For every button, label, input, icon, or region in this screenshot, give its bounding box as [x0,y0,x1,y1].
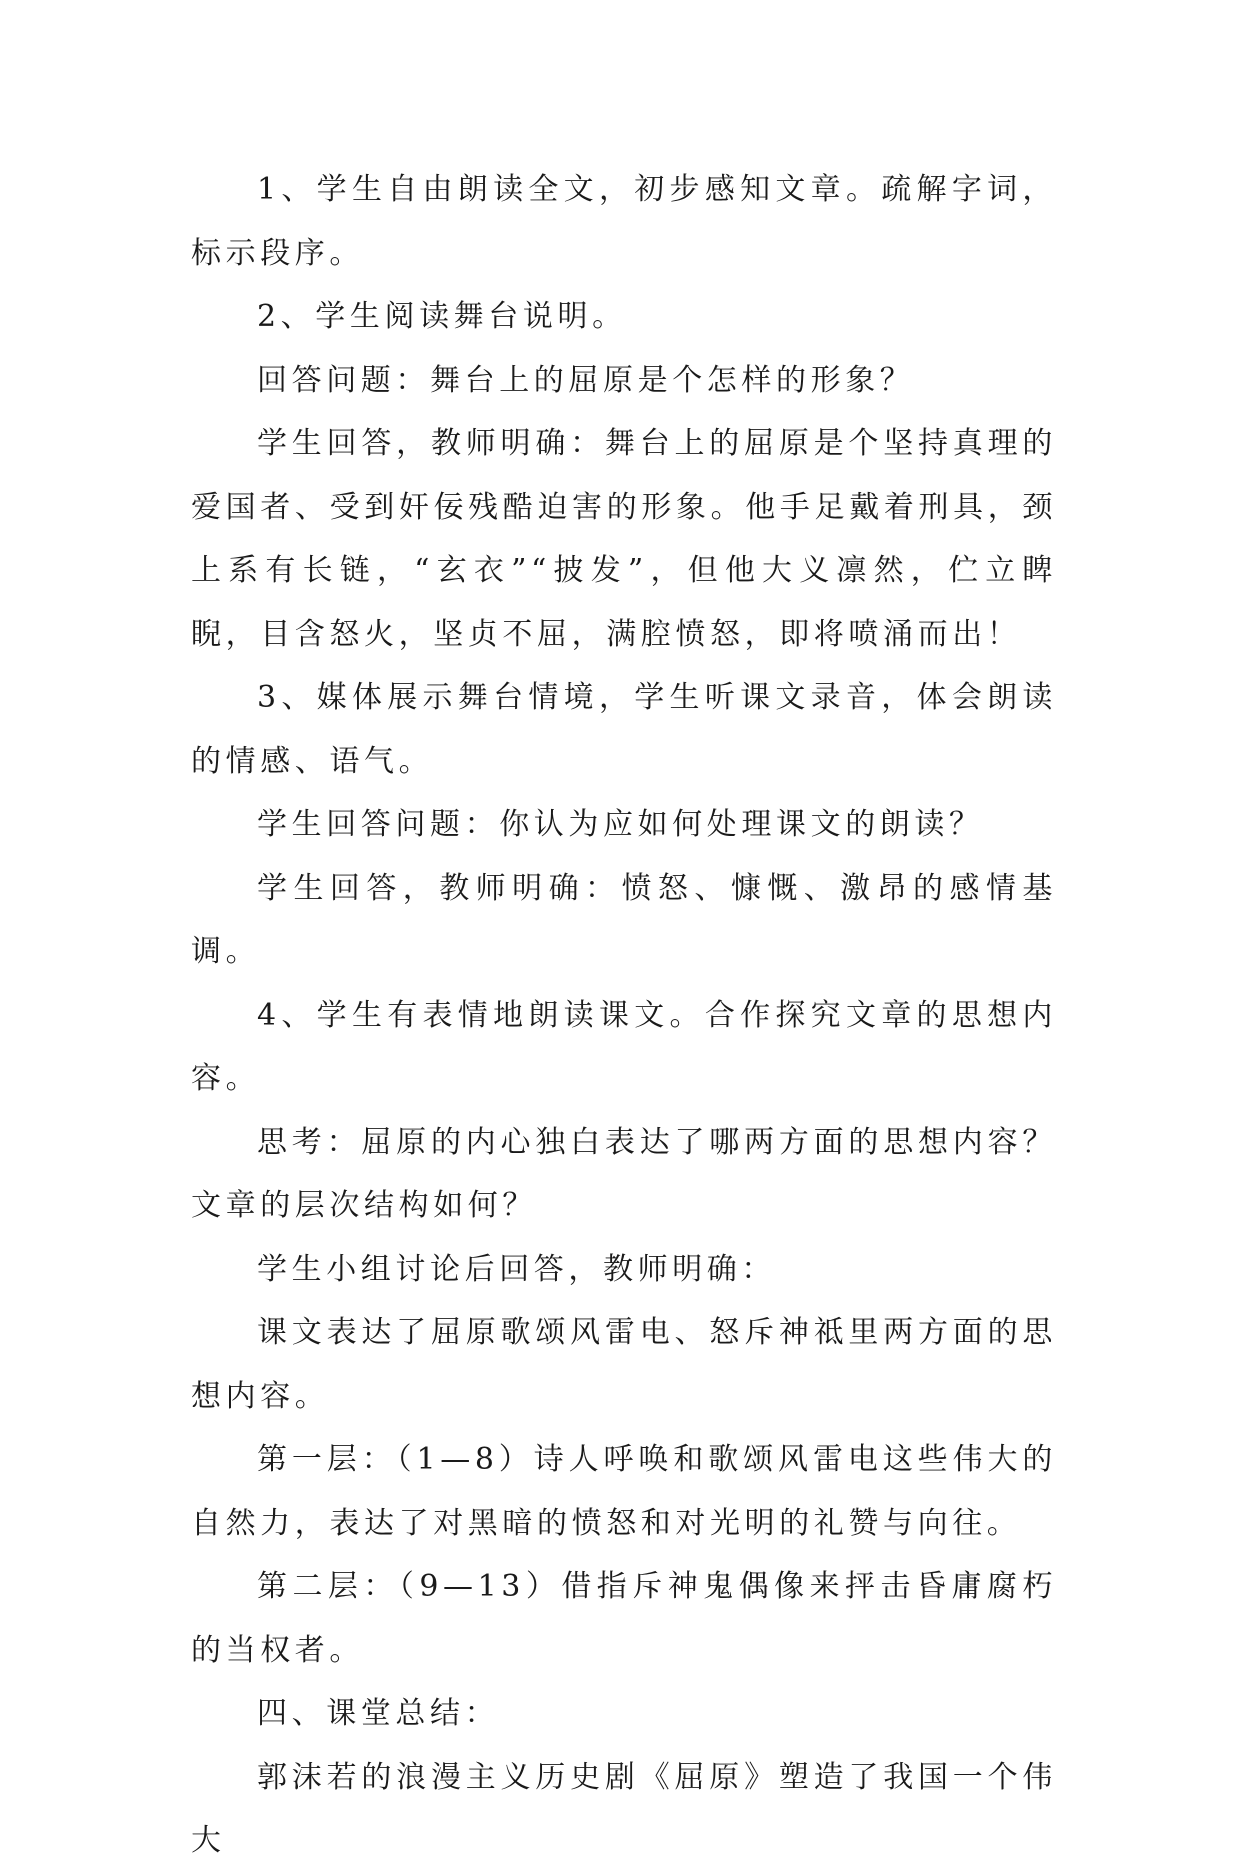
paragraph-content-summary: 课文表达了屈原歌颂风雷电、怒斥神祗里两方面的思想内容。 [191,1315,1057,1414]
paragraph-question-2: 学生回答问题：你认为应如何处理课文的朗读？ [257,807,984,842]
paragraph-step-2: 2、学生阅读舞台说明。 [257,299,627,334]
paragraph-layer-2: 第二层：（9—13）借指斥神鬼偶像来抨击昏庸腐朽的当权者。 [191,1569,1057,1668]
paragraph-step-3: 3、媒体展示舞台情境，学生听课文录音，体会朗读的情感、语气。 [191,680,1057,779]
paragraph-layer-1: 第一层：（1—8）诗人呼唤和歌颂风雷电这些伟大的自然力，表达了对黑暗的愤怒和对光明的礼赞与向往。 [191,1442,1057,1541]
paragraph-answer-2: 学生回答，教师明确：愤怒、慷慨、激昂的感情基调。 [191,870,1057,969]
paragraph-question-1: 回答问题：舞台上的屈原是个怎样的形象？ [257,362,915,398]
document-body [191,158,1057,1873]
paragraph-step-1: 1、学生自由朗读全文，初步感知文章。疏解字词，标示段序。 [191,172,1057,271]
paragraph-answer-1: 学生回答，教师明确：舞台上的屈原是个坚持真理的爱国者、受到奸佞残酷迫害的形象。他手足戴着刑具，颈上系有长链，“玄衣”“披发”，但他大义凛然，伫立睥睨，目含怒火，坚贞不屈，满腔愤怒，即将喷涌而出！ [191,426,1057,652]
paragraph-question-3: 思考：屈原的内心独白表达了哪两方面的思想内容？文章的层次结构如何？ [191,1124,1057,1223]
paragraph-discussion: 学生小组讨论后回答，教师明确： [257,1251,776,1287]
paragraph-step-4: 4、学生有表情地朗读课文。合作探究文章的思想内容。 [191,997,1057,1096]
paragraph-summary: 郭沫若的浪漫主义历史剧《屈原》塑造了我国一个伟大 [191,1759,1057,1858]
section-heading-summary: 四、课堂总结： [257,1696,500,1731]
